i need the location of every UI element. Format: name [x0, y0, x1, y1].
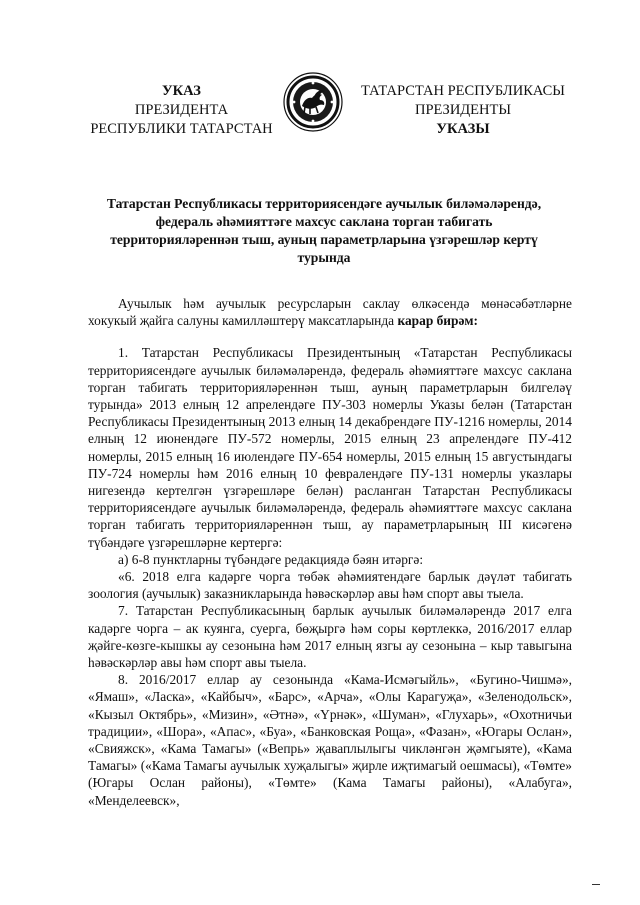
header-left-line-1: УКАЗ: [162, 83, 201, 99]
intro-decision: карар бирәм:: [397, 313, 478, 329]
header-russian-block: [84, 82, 279, 139]
paragraph-1: 1. Татарстан Республикасы Президентының «Татарстан Республикасы территориясендәге аучылык биләмәләрендә, федераль әһәмияттәге махсус саклана торган табигать территорияләреннән тыш, ауның параметрларын билгеләү турында» 2013 елның 12 апрелендәге ПУ-303 номерлы Указы белән (Татарстан Республикасы Президентының 2013 елның 14 декабрендәге ПУ-1216 номерлы, 2014 елның 12 июнендәге ПУ-572 номерлы, 2015 елның 23 апрелендәге ПУ-412 номерлы, 2015 елның 16 июлендәге ПУ-654 номерлы, 2015 елның 15 августындагы ПУ-724 номерлы һәм 2016 елның 10 февралендәге ПУ-131 номерлы указлары нигезендә кертелгән үзгәрешләре белән) расланган Татарстан Республикасы территориясендәге аучылык биләмәләрендә, федераль әһәмияттәге махсус саклана торган табигать территорияләреннән тыш, ау параметрларының III кисәгенә түбәндәге үзгәрешләрне кертергә:: [88, 345, 572, 550]
title-line-4: турында: [297, 250, 351, 265]
header-left-line-2: ПРЕЗИДЕНТА: [134, 102, 229, 118]
intro-text: Аучылык һәм аучылык ресурсларын саклау өлкәсендә мөнәсәбәтләрне хокукый җайга салуны камилләштерү максатларында: [88, 296, 572, 329]
paragraph-6: «6. 2018 елга кадәрге чорга төбәк әһәмиятендәге барлык дәүләт табигать зоология (аучылык) заказникларында һәвәскәрләр авы һәм спорт авы тыела.: [88, 569, 572, 602]
header-tatar-block: [352, 82, 574, 139]
decree-title: [74, 195, 574, 267]
decree-body: [88, 295, 572, 809]
header-right-line-3: УКАЗЫ: [436, 121, 490, 137]
intro-paragraph: [88, 295, 572, 329]
title-line-1: Татарстан Республикасы территориясендәге аучылык биләмәләрендә,: [106, 196, 542, 211]
header-right-line-2: ПРЕЗИДЕНТЫ: [414, 102, 512, 118]
document-header: [0, 72, 640, 152]
title-line-2: федераль әһәмияттәге махсус саклана торган табигать: [155, 214, 493, 229]
header-left-line-3: РЕСПУБЛИКИ ТАТАРСТАН: [90, 121, 273, 137]
subparagraph-a: а) 6-8 пунктларны түбәндәге редакциядә бәян итәргә:: [118, 551, 424, 567]
paragraph-7: 7. Татарстан Республикасының барлык аучылык биләмәләрендә 2017 елга кадәрге чорга – ак куянга, суерга, бөҗыргә һәм соры көртлеккә, 2016/2017 еллар җәйге-көзге-кышкы ау сезонына һәм 2017 елның язгы ау сезонына – кыр тавыгына һәвәскәрләр авы һәм спорт авы тыела.: [88, 603, 572, 671]
header-right-line-1: ТАТАРСТАН РЕСПУБЛИКАСЫ: [361, 83, 565, 99]
title-line-3: территорияләреннән тыш, ауның параметрларына үзгәрешләр кертү: [110, 232, 538, 247]
page-continuation-mark: [592, 884, 600, 885]
tatarstan-coat-of-arms-icon: [283, 72, 343, 132]
paragraph-8: 8. 2016/2017 еллар ау сезонында «Кама-Исмәгыйль», «Бугино-Чишмә», «Ямаш», «Ласка», «Кайбыч», «Барс», «Арча», «Олы Карагуҗа», «Зеленодольск», «Кызыл Октябрь», «Мизин», «Әтнә», «Үрнәк», «Шуман», «Глухарь», «Охотничьи традиции», «Шора», «Апас», «Буа», «Банковская Роща», «Фазан», «Югары Ослан», «Свияжск», «Кама Тамагы» («Вепрь» җаваплылыгы чикләнгән җәмгыяте), «Кама Тамагы» («Кама Тамагы аучылык хуҗалыгы» җирле иҗтимагый оешмасы), «Төмте» (Югары Ослан районы), «Төмте» (Кама Тамагы районы), «Алабуга», «Менделеевск»,: [88, 672, 572, 808]
